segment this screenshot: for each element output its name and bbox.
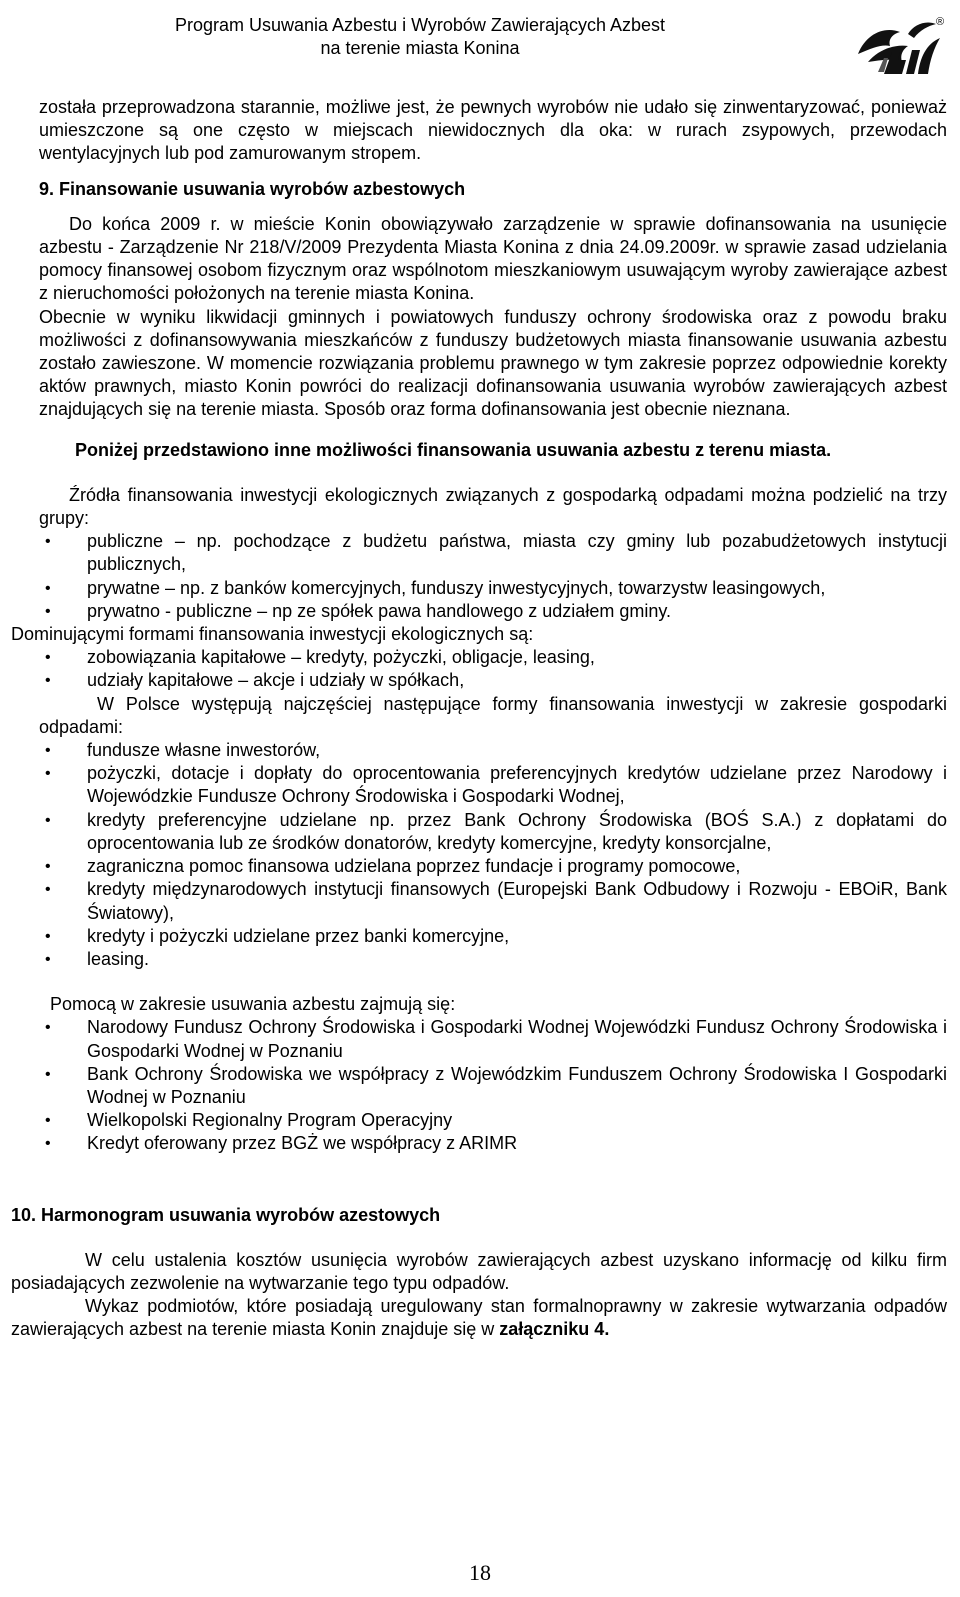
list-item: • kredyty międzynarodowych instytucji finansowych (Europejski Bank Odbudowy i Rozwoju - EBOiR, Bank Światowy),: [45, 879, 947, 923]
forms-intro: Dominującymi formami finansowania inwestycji ekologicznych są:: [11, 624, 534, 645]
poland-intro: W Polsce występują najczęściej następujące formy finansowania inwestycji w zakresie gospodarki odpadami:: [39, 693, 947, 737]
poland-forms-list: [11, 739, 947, 971]
sources-intro: Źródła finansowania inwestycji ekologicznych związanych z gospodarką odpadami można podzielić na trzy grupy:: [39, 484, 947, 529]
list-item: • leasing.: [11, 948, 947, 971]
header-line-2: na terenie miasta Konina: [320, 38, 520, 58]
bold-statement: Poniżej przedstawiono inne możliwości finansowania usuwania azbestu z terenu miasta.: [75, 439, 832, 460]
sources-list: [11, 530, 947, 623]
intro-paragraph: została przeprowadzona starannie, możliwe jest, że pewnych wyrobów nie udało się zinwentaryzować, ponieważ umieszczone są one często w miejscach niewidocznych dla oka: w rurach zsypowych, przewodach wentylacyjnych lub pod zamurowanym stropem.: [39, 97, 947, 164]
header-line-1: Program Usuwania Azbestu i Wyrobów Zawierających Azbest: [174, 15, 666, 35]
bullet-icon: •: [45, 858, 51, 876]
list-item: • prywatno - publiczne – np ze spółek pawa handlowego z udziałem gminy.: [11, 600, 947, 623]
bullet-icon: •: [45, 811, 51, 829]
bullet-icon: •: [45, 742, 51, 760]
forms-list: [11, 646, 947, 692]
list-item: • pożyczki, dotacje i dopłaty do oprocentowania preferencyjnych kredytów udzielane przez Narodowy i Wojewódzkie Fundusze Ochrony Środowiska i Gospodarki Wodnej,: [45, 763, 947, 807]
list-item: • zagraniczna pomoc finansowa udzielana poprzez fundacje i programy pomocowe,: [11, 855, 947, 878]
bullet-icon: •: [45, 927, 51, 945]
bullet-icon: •: [45, 649, 51, 667]
list-item: • Bank Ochrony Środowiska we współpracy z Wojewódzkim Funduszem Ochrony Środowiska I Gospodarki Wodnej w Poznaniu: [45, 1063, 947, 1107]
help-list: [11, 1016, 947, 1155]
section-10-para-1: W celu ustalenia kosztów usunięcia wyrobów zawierających azbest uzyskano informację od kilku firm posiadających zezwolenie na wytwarzanie tego typu odpadów.: [11, 1249, 947, 1293]
bullet-icon: •: [45, 672, 51, 690]
bullet-icon: •: [45, 881, 51, 899]
list-item: • Wielkopolski Regionalny Program Operacyjny: [11, 1109, 947, 1132]
bullet-icon: •: [45, 1065, 51, 1083]
list-item: • kredyty i pożyczki udzielane przez banki komercyjne,: [11, 925, 947, 948]
bullet-icon: •: [45, 1019, 51, 1037]
list-item: • udziały kapitałowe – akcje i udziały w spółkach,: [11, 669, 947, 692]
bullet-icon: •: [45, 533, 51, 551]
section-9-para-1: Do końca 2009 r. w mieście Konin obowiązywało zarządzenie w sprawie dofinansowania na usunięcie azbestu - Zarządzenie Nr 218/V/2009 Prezydenta Miasta Konina z dnia 24.09.2009r. w sprawie zasad udzielania pomocy finansowej osobom fizycznym oraz wspólnotom mieszkaniowym usuwającym wyroby zawierające azbest z nieruchomości położonych na terenie miasta Konina.: [39, 213, 947, 304]
list-item: • publiczne – np. pochodzące z budżetu państwa, miasta czy gminy lub pozabudżetowych instytucji publicznych,: [45, 531, 947, 575]
list-item: • fundusze własne inwestorów,: [11, 739, 947, 762]
bullet-icon: •: [45, 765, 51, 783]
list-item: • Narodowy Fundusz Ochrony Środowiska i Gospodarki Wodnej Wojewódzki Fundusz Ochrony Środowiska i Gospodarki Wodnej w Poznaniu: [45, 1017, 947, 1061]
konin-logo-icon: [848, 14, 948, 80]
registered-mark: ®: [936, 16, 945, 28]
section-9-heading: 9. Finansowanie usuwania wyrobów azbestowych: [39, 178, 466, 199]
document-body: [11, 96, 947, 1342]
bullet-icon: •: [45, 950, 51, 968]
section-10-heading: 10. Harmonogram usuwania wyrobów azestowych: [11, 1204, 441, 1225]
list-item: • Kredyt oferowany przez BGŻ we współpracy z ARIMR: [11, 1132, 947, 1155]
bullet-icon: •: [45, 1135, 51, 1153]
page-number: 18: [469, 1560, 491, 1585]
section-9-para-2: Obecnie w wyniku likwidacji gminnych i powiatowych funduszy ochrony środowiska oraz z powodu braku możliwości z dofinansowywania mieszkańców z funduszy budżetowych miasta finansowanie usuwania azbestu zostało zawieszone. W momencie rozwiązania problemu prawnego w tym zakresie poprzez odpowiednie korekty aktów prawnych, miasto Konin powróci do realizacji dofinansowania usuwania wyrobów zawierających azbest znajdujących się na terenie miasta. Sposób oraz forma dofinansowania jest obecnie nieznana.: [39, 306, 947, 420]
bullet-icon: •: [45, 602, 51, 620]
bullet-icon: •: [45, 1112, 51, 1130]
list-item: • zobowiązania kapitałowe – kredyty, pożyczki, obligacje, leasing,: [11, 646, 947, 669]
header-title: [110, 14, 730, 60]
section-10-para-2: Wykaz podmiotów, które posiadają uregulowany stan formalnoprawny w zakresie wytwarzania odpadów zawierających azbest na terenie miasta Konin znajduje się w załączniku 4.: [11, 1296, 947, 1340]
list-item: • prywatne – np. z banków komercyjnych, funduszy inwestycyjnych, towarzystw leasingowych,: [11, 577, 947, 600]
page-header: [0, 14, 960, 74]
attachment-reference: załączniku 4.: [499, 1319, 610, 1340]
help-intro: Pomocą w zakresie usuwania azbestu zajmują się:: [50, 994, 456, 1015]
bullet-icon: •: [45, 579, 51, 597]
list-item: • kredyty preferencyjne udzielane np. przez Bank Ochrony Środowiska (BOŚ S.A.) z dopłatami do oprocentowania lub ze środków donatorów, kredyty komercyjne, kredyty konsorcjalne,: [45, 809, 947, 853]
